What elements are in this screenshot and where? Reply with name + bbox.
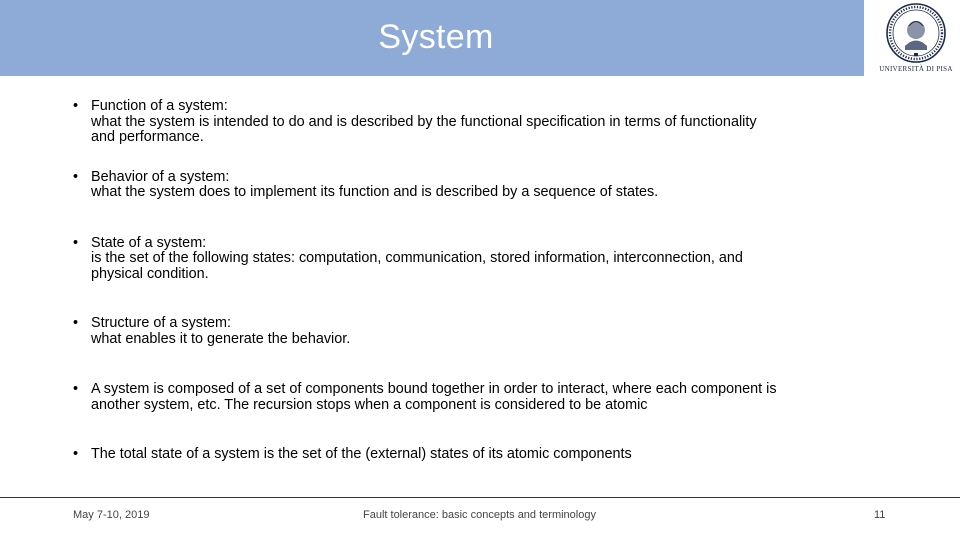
footer-date: May 7-10, 2019 [73,509,150,521]
logo-caption: UNIVERSITÀ DI PISA [879,65,953,73]
bullet-line: another system, etc. The recursion stops when a component is considered to be atomic [91,396,648,413]
bullet-line: what enables it to generate the behavior. [91,330,351,347]
university-seal-icon [872,2,960,66]
footer-divider [0,497,960,498]
bullet-state [73,236,903,283]
bullet-line: and performance. [91,129,204,145]
bullet-marker: • [73,168,79,185]
bullet-function [73,99,903,146]
bullet-marker: • [73,315,79,331]
bullet-composition [73,382,903,413]
bullet-list [73,99,903,463]
bullet-heading: Function of a system: [91,98,228,114]
bullet-marker: • [73,98,79,114]
bullet-marker: • [73,446,79,462]
bullet-line: what the system does to implement its function and is described by a sequence of states. [91,184,659,200]
bullet-heading: A system is composed of a set of components bound together in order to interact, where each component is [91,381,777,397]
bullet-behavior [73,170,903,201]
university-logo [872,2,960,76]
bullet-line: physical condition. [91,265,209,282]
bullet-line: what the system is intended to do and is described by the functional specification in terms of functionality [91,113,757,130]
footer-title: Fault tolerance: basic concepts and terminology [363,509,596,521]
bullet-marker: • [73,381,79,397]
page-number: 11 [874,509,886,521]
bullet-heading: Behavior of a system: [91,168,230,185]
bullet-heading: The total state of a system is the set of the (external) states of its atomic components [91,446,632,462]
bullet-marker: • [73,234,79,251]
slide-title: System [378,18,494,56]
bullet-structure [73,316,903,347]
bullet-heading: Structure of a system: [91,315,231,331]
bullet-total-state [73,447,903,463]
bullet-line: is the set of the following states: computation, communication, stored information, interconnection, and [91,250,743,266]
bullet-heading: State of a system: [91,234,207,251]
